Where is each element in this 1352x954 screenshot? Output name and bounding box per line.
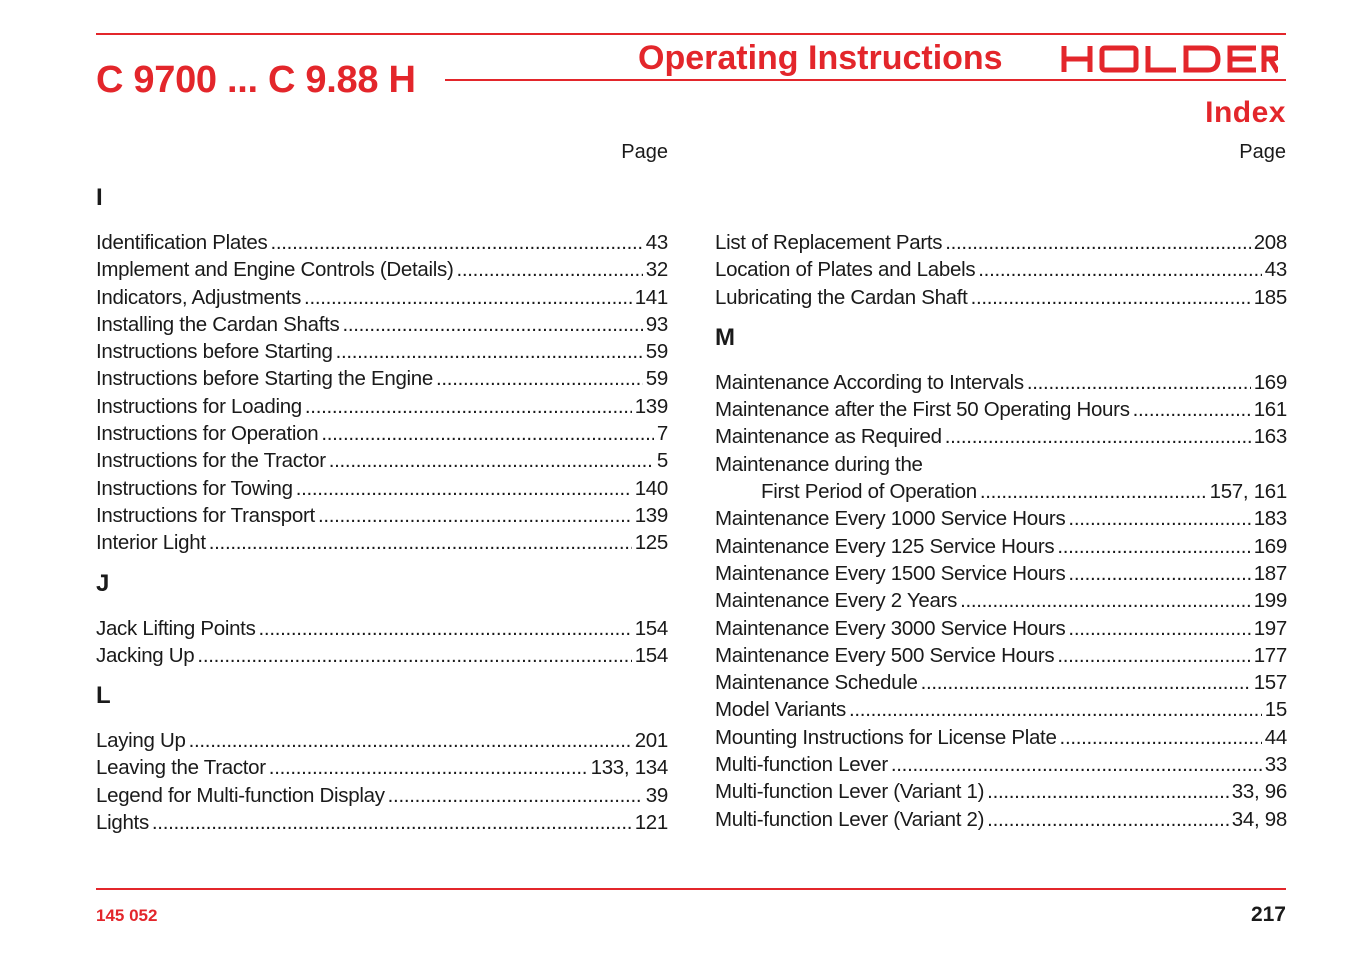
dot-leader xyxy=(318,502,632,529)
index-entry-label: Instructions for Transport xyxy=(96,503,315,527)
index-entry-page: 197 xyxy=(1253,616,1287,640)
index-entry-page: 169 xyxy=(1253,370,1287,394)
dot-leader xyxy=(1057,533,1250,560)
index-entry-label: Instructions for Loading xyxy=(96,394,302,418)
index-entry-page: 59 xyxy=(645,367,668,391)
dot-leader xyxy=(209,529,632,556)
index-entry-page: 177 xyxy=(1253,643,1287,667)
dot-leader xyxy=(1027,369,1251,396)
index-entry-page: 163 xyxy=(1253,425,1287,449)
dot-leader xyxy=(960,587,1251,614)
index-entry-label: Maintenance Every 125 Service Hours xyxy=(715,534,1055,558)
dot-leader xyxy=(197,642,631,669)
index-entry-label: Laying Up xyxy=(96,729,186,753)
index-column-right xyxy=(715,229,1287,833)
index-entry-page: 44 xyxy=(1264,725,1287,749)
footer-rule xyxy=(96,888,1286,890)
index-entry-label: Leaving the Tractor xyxy=(96,756,266,780)
index-entry-page: 7 xyxy=(656,422,668,446)
index-entry-page: 157, 161 xyxy=(1209,480,1287,504)
index-entry[interactable] xyxy=(96,420,668,447)
index-entry[interactable] xyxy=(715,587,1287,614)
dot-leader xyxy=(1133,396,1251,423)
index-entry-label: Legend for Multi-function Display xyxy=(96,783,385,807)
index-entry-label: Maintenance Every 1500 Service Hours xyxy=(715,561,1066,585)
index-entry-page: 139 xyxy=(634,394,668,418)
index-entry[interactable] xyxy=(715,396,1287,423)
dot-leader xyxy=(388,782,643,809)
index-entry[interactable] xyxy=(715,696,1287,723)
dot-leader xyxy=(305,393,632,420)
index-entry[interactable] xyxy=(715,451,1287,478)
dot-leader xyxy=(1057,642,1250,669)
index-entry[interactable] xyxy=(96,502,668,529)
dot-leader xyxy=(980,478,1207,505)
index-entry-page: 34, 98 xyxy=(1231,807,1287,831)
index-entry-label: Maintenance Every 500 Service Hours xyxy=(715,643,1055,667)
dot-leader xyxy=(987,778,1229,805)
index-entry[interactable] xyxy=(715,669,1287,696)
index-letter-heading: I xyxy=(96,184,103,211)
holder-logo xyxy=(1060,44,1278,74)
index-entry-label: Installing the Cardan Shafts xyxy=(96,312,340,336)
dot-leader xyxy=(436,365,643,392)
index-entry-page: 154 xyxy=(634,616,668,640)
index-entry-label: Instructions for Operation xyxy=(96,422,319,446)
index-entry-label: Mounting Instructions for License Plate xyxy=(715,725,1057,749)
index-entry[interactable] xyxy=(96,229,668,256)
index-entry-page: 199 xyxy=(1253,589,1287,613)
index-entry-label: Multi-function Lever (Variant 2) xyxy=(715,807,985,831)
index-entry-page: 187 xyxy=(1253,561,1287,585)
index-entry-label: Jack Lifting Points xyxy=(96,616,256,640)
index-entry[interactable] xyxy=(96,782,668,809)
index-column-left xyxy=(96,183,668,836)
index-entry-label: Maintenance Every 3000 Service Hours xyxy=(715,616,1066,640)
index-entry[interactable] xyxy=(715,505,1287,532)
index-entry-label: Maintenance Every 1000 Service Hours xyxy=(715,507,1066,531)
index-entry-page: 93 xyxy=(645,312,668,336)
index-letter-heading: L xyxy=(96,682,111,710)
dot-leader xyxy=(456,256,642,283)
model-title: C 9700 ... C 9.88 H xyxy=(96,59,416,101)
index-entry[interactable] xyxy=(715,369,1287,396)
index-entry[interactable] xyxy=(715,806,1287,833)
dot-leader xyxy=(321,420,654,447)
index-entry-page: 125 xyxy=(634,531,668,555)
index-entry-label: Lights xyxy=(96,811,149,835)
index-entry-label: Interior Light xyxy=(96,531,206,555)
index-entry[interactable] xyxy=(96,529,668,556)
index-entry[interactable] xyxy=(715,642,1287,669)
dot-leader xyxy=(189,727,632,754)
index-entry-page: 39 xyxy=(645,783,668,807)
dot-leader xyxy=(296,475,632,502)
index-entry-label: Instructions before Starting xyxy=(96,340,333,364)
page-number: 217 xyxy=(1250,903,1286,926)
index-entry[interactable] xyxy=(715,724,1287,751)
index-entry-label: Maintenance during the xyxy=(715,452,923,476)
index-entry-page: 133, 134 xyxy=(590,756,668,780)
index-entry[interactable] xyxy=(715,560,1287,587)
index-entry-page: 33, 96 xyxy=(1231,780,1287,804)
index-entry-label: Location of Plates and Labels xyxy=(715,258,976,282)
dot-leader xyxy=(336,338,643,365)
dot-leader xyxy=(152,809,632,836)
document-code: 145 052 xyxy=(96,906,158,925)
index-entry[interactable] xyxy=(96,475,668,502)
dot-leader xyxy=(971,284,1251,311)
index-entry-label: Multi-function Lever (Variant 1) xyxy=(715,780,985,804)
index-entry-label: Instructions before Starting the Engine xyxy=(96,367,434,391)
index-entry-page: 161 xyxy=(1253,398,1287,422)
header-rule xyxy=(445,79,1286,81)
index-entry[interactable] xyxy=(96,365,668,392)
dot-leader xyxy=(945,229,1250,256)
page-heading-right: Page xyxy=(1239,141,1286,163)
index-entry-page: 59 xyxy=(645,340,668,364)
index-entry-page: 15 xyxy=(1264,698,1287,722)
document-title: Operating Instructions xyxy=(638,39,1003,77)
index-entry-label: Multi-function Lever xyxy=(715,753,888,777)
index-entry[interactable] xyxy=(96,642,668,669)
index-entry-label: Lubricating the Cardan Shaft xyxy=(715,285,968,309)
top-rule xyxy=(96,33,1286,35)
index-entry-page: 5 xyxy=(656,449,668,473)
dot-leader xyxy=(1060,724,1262,751)
index-entry[interactable] xyxy=(715,533,1287,560)
dot-leader xyxy=(978,256,1262,283)
index-entry[interactable] xyxy=(96,393,668,420)
section-title: Index xyxy=(1205,96,1286,129)
dot-leader xyxy=(304,284,632,311)
index-entry[interactable] xyxy=(96,754,668,781)
index-entry-label: Instructions for Towing xyxy=(96,476,293,500)
index-entry-label: Maintenance after the First 50 Operating Hours xyxy=(715,398,1130,422)
index-entry-page: 201 xyxy=(634,729,668,753)
index-entry-label: Indicators, Adjustments xyxy=(96,285,302,309)
index-entry-label: Instructions for the Tractor xyxy=(96,449,326,473)
dot-leader xyxy=(1068,615,1250,642)
dot-leader xyxy=(1068,505,1250,532)
dot-leader xyxy=(849,696,1262,723)
dot-leader xyxy=(270,229,642,256)
dot-leader xyxy=(891,751,1262,778)
index-entry-label: Model Variants xyxy=(715,698,847,722)
index-entry[interactable] xyxy=(715,751,1287,778)
index-entry-page: 140 xyxy=(634,476,668,500)
index-entry-page: 154 xyxy=(634,643,668,667)
index-entry[interactable] xyxy=(715,778,1287,805)
index-entry[interactable] xyxy=(715,256,1287,283)
index-entry[interactable] xyxy=(96,284,668,311)
index-entry-label: First Period of Operation xyxy=(761,480,977,504)
index-entry[interactable] xyxy=(715,615,1287,642)
index-entry-label: Maintenance as Required xyxy=(715,425,942,449)
index-entry[interactable] xyxy=(715,478,1287,505)
dot-leader xyxy=(342,311,642,338)
index-entry[interactable] xyxy=(715,229,1287,256)
index-entry-page: 32 xyxy=(645,258,668,282)
index-entry-page: 169 xyxy=(1253,534,1287,558)
index-entry[interactable] xyxy=(96,727,668,754)
dot-leader xyxy=(329,447,654,474)
index-entry[interactable] xyxy=(96,809,668,836)
index-entry-page: 139 xyxy=(634,503,668,527)
index-entry-page: 183 xyxy=(1253,507,1287,531)
index-entry-label: Identification Plates xyxy=(96,231,268,254)
index-entry-label: Maintenance Schedule xyxy=(715,671,918,695)
index-entry[interactable] xyxy=(96,256,668,283)
index-entry-page: 121 xyxy=(634,811,668,835)
index-entry-page: 208 xyxy=(1253,231,1287,254)
index-entry[interactable] xyxy=(96,311,668,338)
index-entry-page: 185 xyxy=(1253,285,1287,309)
dot-leader xyxy=(945,423,1251,450)
page-heading-left: Page xyxy=(621,141,668,163)
index-entry-page: 43 xyxy=(645,231,668,254)
dot-leader xyxy=(269,754,588,781)
index-entry-label: List of Replacement Parts xyxy=(715,231,943,254)
index-letter-heading: M xyxy=(715,323,735,351)
index-entry[interactable] xyxy=(96,447,668,474)
index-entry[interactable] xyxy=(96,615,668,642)
index-entry[interactable] xyxy=(715,423,1287,450)
index-entry-label: Jacking Up xyxy=(96,643,195,667)
index-entry-label: Maintenance According to Intervals xyxy=(715,370,1024,394)
index-entry-label: Maintenance Every 2 Years xyxy=(715,589,958,613)
dot-leader xyxy=(987,806,1229,833)
index-entry-page: 43 xyxy=(1264,258,1287,282)
index-entry[interactable] xyxy=(715,284,1287,311)
dot-leader xyxy=(1068,560,1250,587)
index-entry[interactable] xyxy=(96,338,668,365)
index-entry-page: 141 xyxy=(634,285,668,309)
index-entry-label: Implement and Engine Controls (Details) xyxy=(96,258,454,282)
index-letter-heading: J xyxy=(96,569,110,597)
index-entry-page: 33 xyxy=(1264,753,1287,777)
dot-leader xyxy=(259,615,632,642)
index-entry-page: 157 xyxy=(1253,671,1287,695)
dot-leader xyxy=(921,669,1251,696)
